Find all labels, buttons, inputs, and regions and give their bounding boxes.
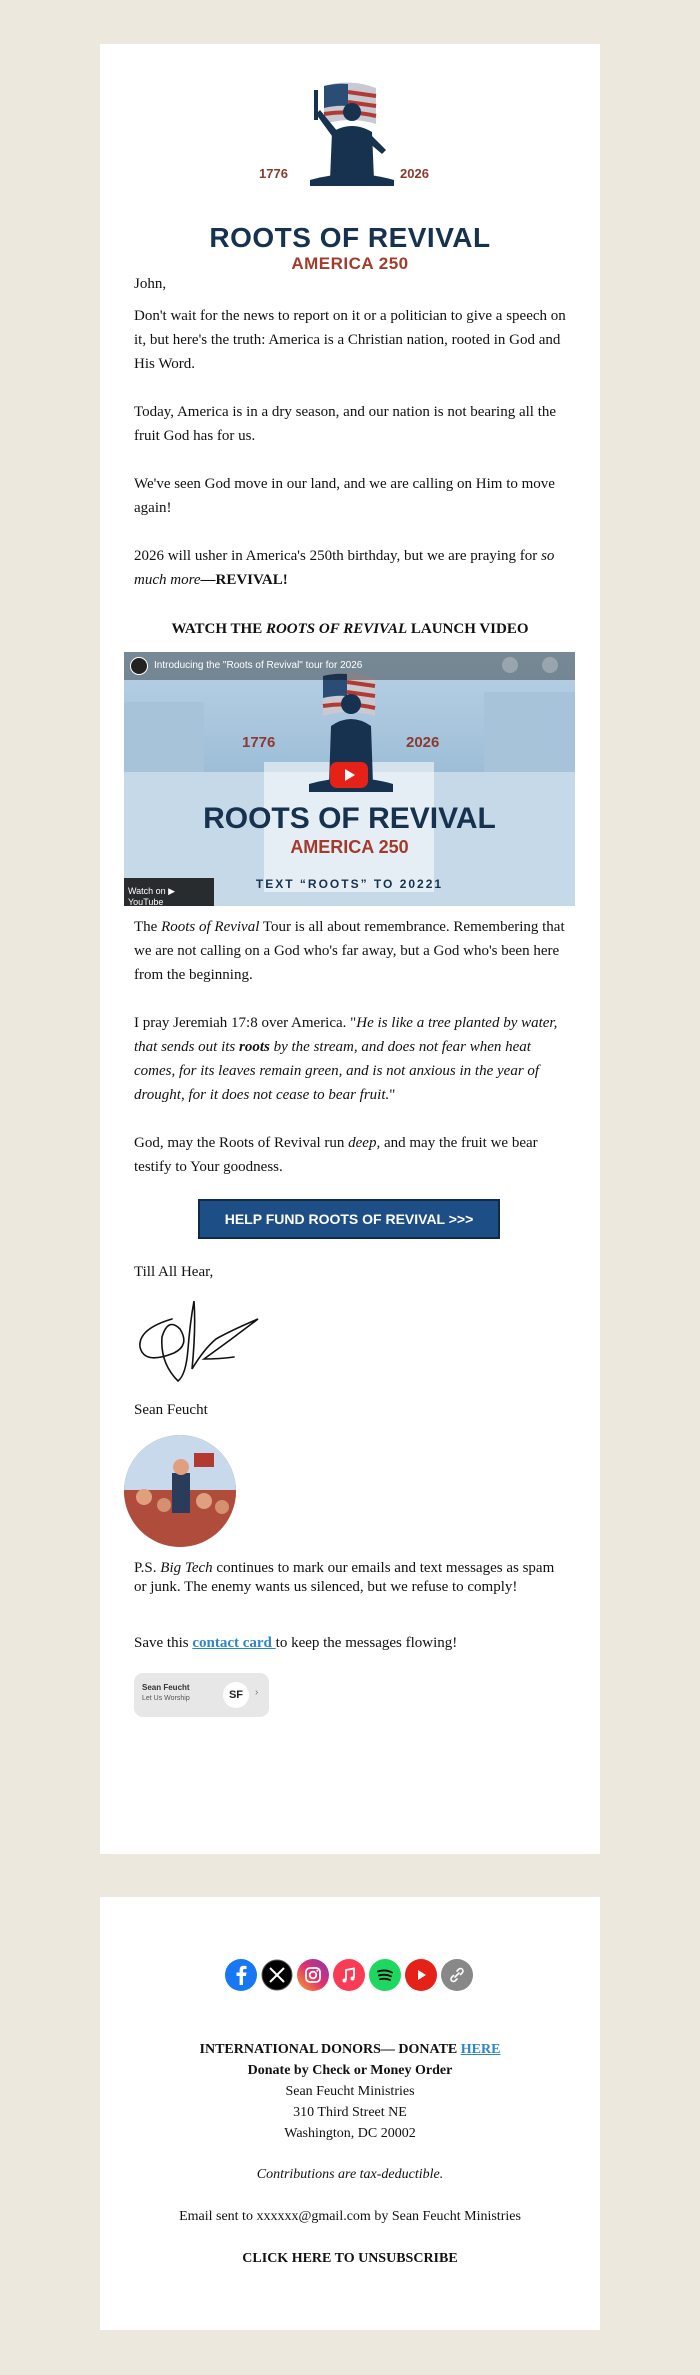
paragraph-4: 2026 will usher in America's 250th birthday, but we are praying for so much more—REVIVAL! bbox=[134, 548, 555, 588]
sean-feucht-photo bbox=[124, 1435, 236, 1547]
sender-name: Sean Feucht bbox=[134, 1402, 208, 1418]
launch-video-thumbnail[interactable] bbox=[124, 652, 575, 906]
paragraph-3: We've seen God move in our land, and we are calling on Him to move again! bbox=[134, 476, 555, 516]
logo-year-left: 1776 bbox=[259, 166, 288, 181]
chevron-right-icon: › bbox=[255, 1687, 259, 1698]
video-year-left: 1776 bbox=[242, 734, 276, 751]
signature-icon bbox=[134, 1289, 264, 1389]
video-logo-subtitle: AMERICA 250 bbox=[290, 837, 409, 857]
spotify-icon[interactable] bbox=[369, 1959, 401, 1991]
paragraph-2: Today, America is in a dry season, and our nation is not bearing all the fruit God has for us. bbox=[134, 404, 557, 444]
instagram-icon[interactable] bbox=[297, 1959, 329, 1991]
ps-paragraph: P.S. Big Tech continues to mark our emails and text messages as spam or junk. The enemy wants us silenced, but we refuse to comply! bbox=[134, 1560, 555, 1595]
tax-note: Contributions are tax-deductible. bbox=[256, 2167, 444, 2182]
contact-card-link[interactable]: contact card bbox=[192, 1635, 276, 1651]
roots-of-revival-logo bbox=[100, 74, 600, 294]
x-icon[interactable] bbox=[261, 1959, 293, 1991]
video-logo-title: ROOTS OF REVIVAL bbox=[203, 802, 496, 835]
video-text-cta: TEXT “ROOTS” TO 20221 bbox=[255, 877, 444, 891]
video-title[interactable]: Introducing the "Roots of Revival" tour for 2026 bbox=[154, 660, 363, 671]
watch-on-youtube[interactable]: Watch on ▶ YouTube bbox=[124, 878, 214, 906]
play-button-icon[interactable] bbox=[330, 762, 368, 788]
logo-year-right: 2026 bbox=[400, 166, 429, 181]
contact-subtitle: Let Us Worship bbox=[142, 1695, 190, 1702]
logo-title: ROOTS OF REVIVAL bbox=[209, 222, 491, 253]
contact-name: Sean Feucht bbox=[142, 1683, 190, 1692]
clock-icon[interactable] bbox=[502, 657, 518, 673]
donate-by-check: Donate by Check or Money Order bbox=[247, 2063, 453, 2078]
org-name: Sean Feucht Ministries bbox=[285, 2084, 415, 2099]
link-icon[interactable] bbox=[441, 1959, 473, 1991]
statue-flag-emblem-icon bbox=[290, 80, 410, 190]
help-fund-button[interactable]: HELP FUND ROOTS OF REVIVAL >>> bbox=[198, 1199, 500, 1239]
share-icon[interactable] bbox=[542, 657, 558, 673]
footer-card bbox=[100, 1897, 600, 2330]
contact-initials-avatar: SF bbox=[223, 1682, 249, 1708]
contact-card-chip[interactable] bbox=[134, 1673, 269, 1717]
greeting: John, bbox=[134, 276, 167, 292]
street-address: 310 Third Street NE bbox=[293, 2105, 407, 2120]
logo-subtitle: AMERICA 250 bbox=[291, 254, 409, 273]
international-donors-line: INTERNATIONAL DONORS— DONATE HERE bbox=[199, 2042, 501, 2057]
email-body-card bbox=[100, 44, 600, 1854]
donate-here-link[interactable]: HERE bbox=[460, 2042, 501, 2057]
channel-avatar-icon bbox=[130, 657, 148, 675]
city-address: Washington, DC 20002 bbox=[284, 2126, 416, 2141]
paragraph-7: God, may the Roots of Revival run deep, and may the fruit we bear testify to Your goodness. bbox=[134, 1135, 538, 1175]
paragraph-1: Don't wait for the news to report on it or a politician to give a speech on it, but here's the truth: America is a Christian nation, rooted in God and His Word. bbox=[134, 308, 566, 372]
youtube-icon[interactable] bbox=[405, 1959, 437, 1991]
unsubscribe-link[interactable]: CLICK HERE TO UNSUBSCRIBE bbox=[242, 2251, 458, 2266]
paragraph-6: I pray Jeremiah 17:8 over America. "He is like a tree planted by water, that sends out its roots by the stream, and does not fear when heat comes, for its leaves remain green, and is not anxious in the year of drought, for it does not cease to bear fruit." bbox=[134, 1015, 558, 1103]
email-sent-line: Email sent to xxxxxx@gmail.com by Sean Feucht Ministries bbox=[179, 2209, 521, 2224]
apple-music-icon[interactable] bbox=[333, 1959, 365, 1991]
facebook-icon[interactable] bbox=[225, 1959, 257, 1991]
paragraph-5: The Roots of Revival Tour is all about remembrance. Remembering that we are not calling on a God who's far away, but a God who's been here from the beginning. bbox=[134, 919, 565, 983]
closing: Till All Hear, bbox=[134, 1264, 214, 1280]
video-year-right: 2026 bbox=[406, 734, 440, 751]
save-contact-text: Save this contact card to keep the messages flowing! bbox=[134, 1635, 458, 1651]
video-heading: WATCH THE ROOTS OF REVIVAL LAUNCH VIDEO bbox=[171, 621, 529, 637]
